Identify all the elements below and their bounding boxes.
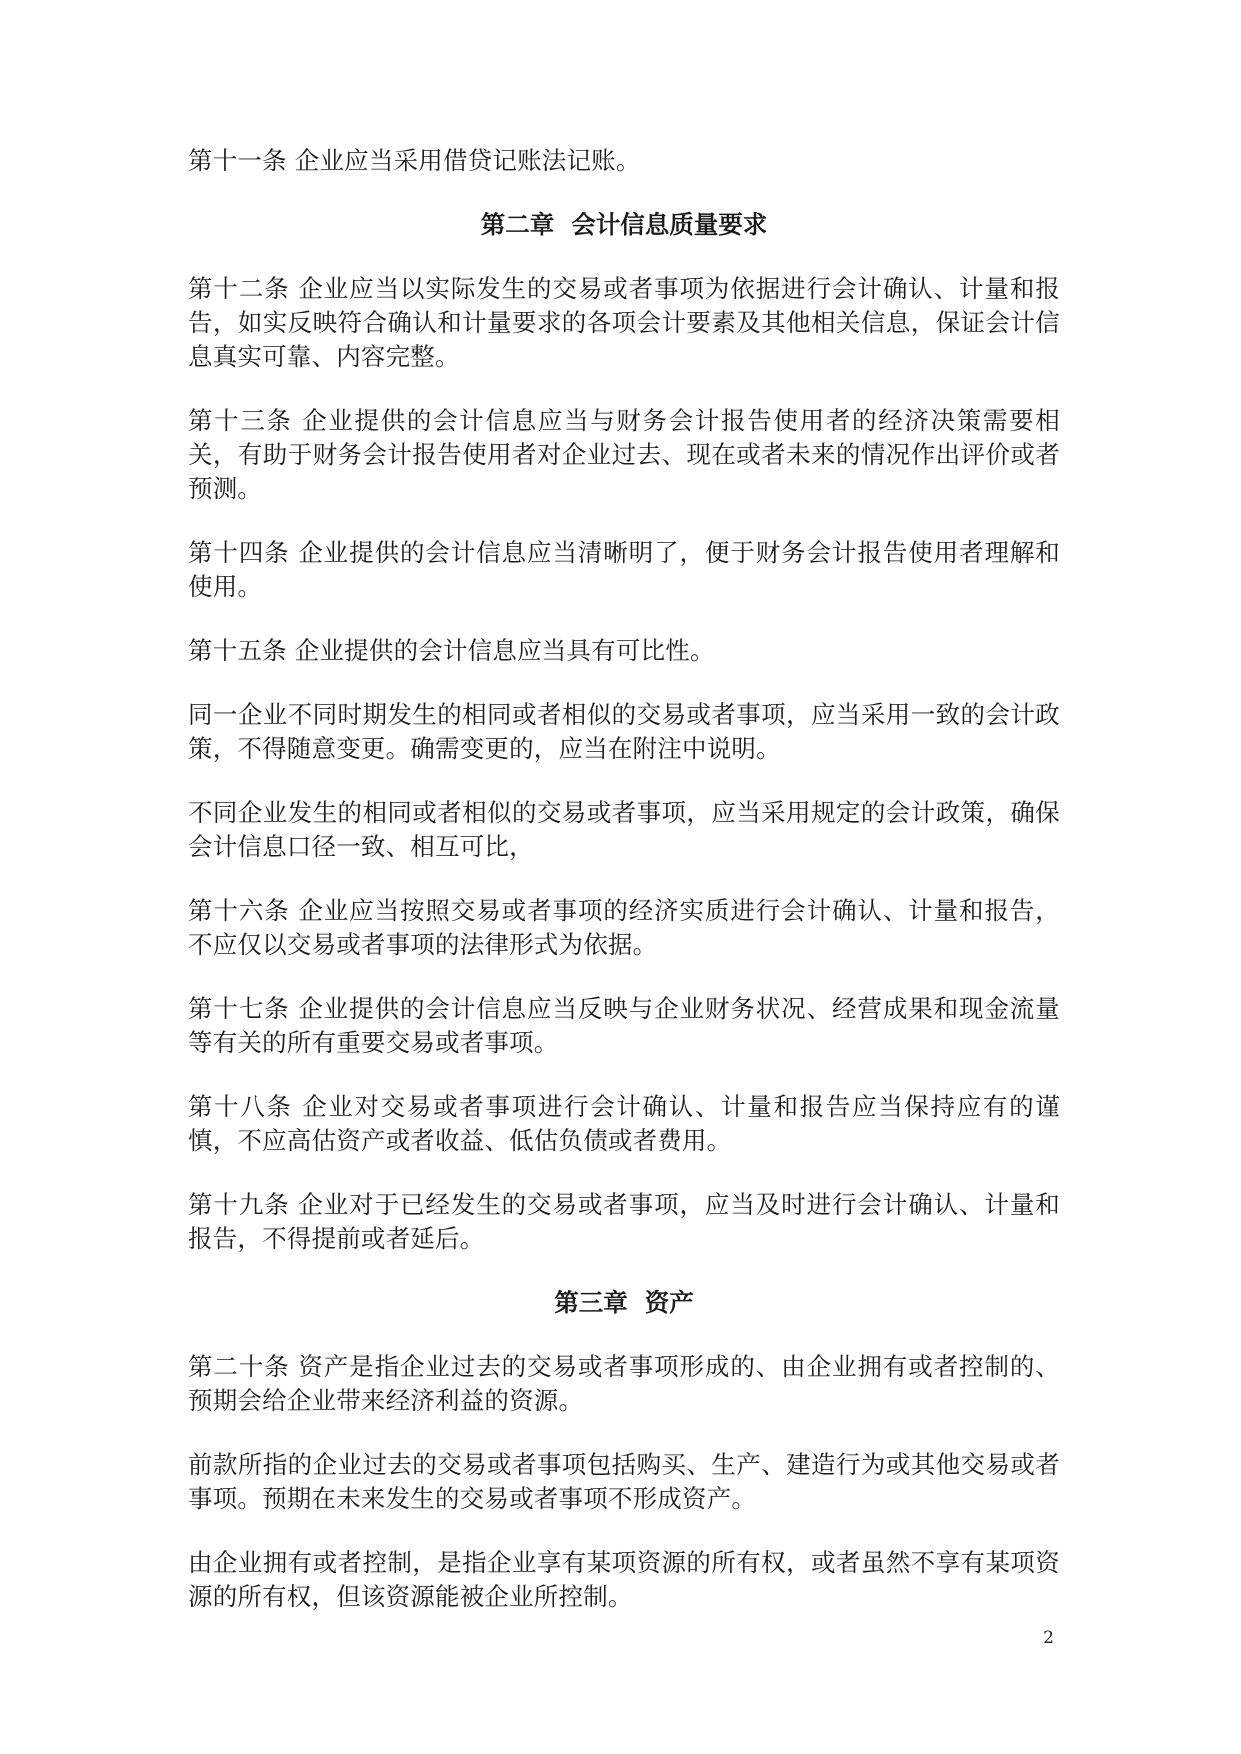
article-20-para-2: 前款所指的企业过去的交易或者事项包括购买、生产、建造行为或其他交易或者事项。预期在未来发生的交易或者事项不形成资产。: [188, 1450, 1060, 1513]
article-20-para-3: 由企业拥有或者控制，是指企业享有某项资源的所有权，或者虽然不享有某项资源的所有权，但该资源能被企业所控制。: [188, 1548, 1060, 1611]
article-18: 第十八条 企业对交易或者事项进行会计确认、计量和报告应当保持应有的谨慎，不应高估资产或者收益、低估负债或者费用。: [188, 1092, 1060, 1155]
article-20: 第二十条 资产是指企业过去的交易或者事项形成的、由企业拥有或者控制的、预期会给企业带来经济利益的资源。: [188, 1352, 1060, 1415]
article-12: 第十二条 企业应当以实际发生的交易或者事项为依据进行会计确认、计量和报告，如实反映符合确认和计量要求的各项会计要素及其他相关信息，保证会计信息真实可靠、内容完整。: [188, 274, 1060, 371]
document-body: [188, 144, 1060, 1644]
chapter-3-heading: 第三章 资产: [554, 1288, 694, 1317]
article-17: 第十七条 企业提供的会计信息应当反映与企业财务状况、经营成果和现金流量等有关的所有重要交易或者事项。: [188, 994, 1060, 1057]
article-15-para-3: 不同企业发生的相同或者相似的交易或者事项，应当采用规定的会计政策，确保会计信息口径一致、相互可比，: [188, 798, 1060, 861]
article-11: 第十一条 企业应当采用借贷记账法记账。: [188, 146, 641, 175]
article-15-para-2: 同一企业不同时期发生的相同或者相似的交易或者事项，应当采用一致的会计政策，不得随意变更。确需变更的，应当在附注中说明。: [188, 700, 1060, 763]
article-16: 第十六条 企业应当按照交易或者事项的经济实质进行会计确认、计量和报告，不应仅以交易或者事项的法律形式为依据。: [188, 896, 1060, 959]
article-15: 第十五条 企业提供的会计信息应当具有可比性。: [188, 636, 715, 665]
article-19: 第十九条 企业对于已经发生的交易或者事项，应当及时进行会计确认、计量和报告，不得提前或者延后。: [188, 1190, 1060, 1253]
article-14: 第十四条 企业提供的会计信息应当清晰明了，便于财务会计报告使用者理解和使用。: [188, 538, 1060, 601]
chapter-2-heading: 第二章 会计信息质量要求: [480, 210, 768, 239]
article-13: 第十三条 企业提供的会计信息应当与财务会计报告使用者的经济决策需要相关，有助于财务会计报告使用者对企业过去、现在或者未来的情况作出评价或者预测。: [188, 406, 1060, 503]
page-number: 2: [1043, 1628, 1054, 1648]
